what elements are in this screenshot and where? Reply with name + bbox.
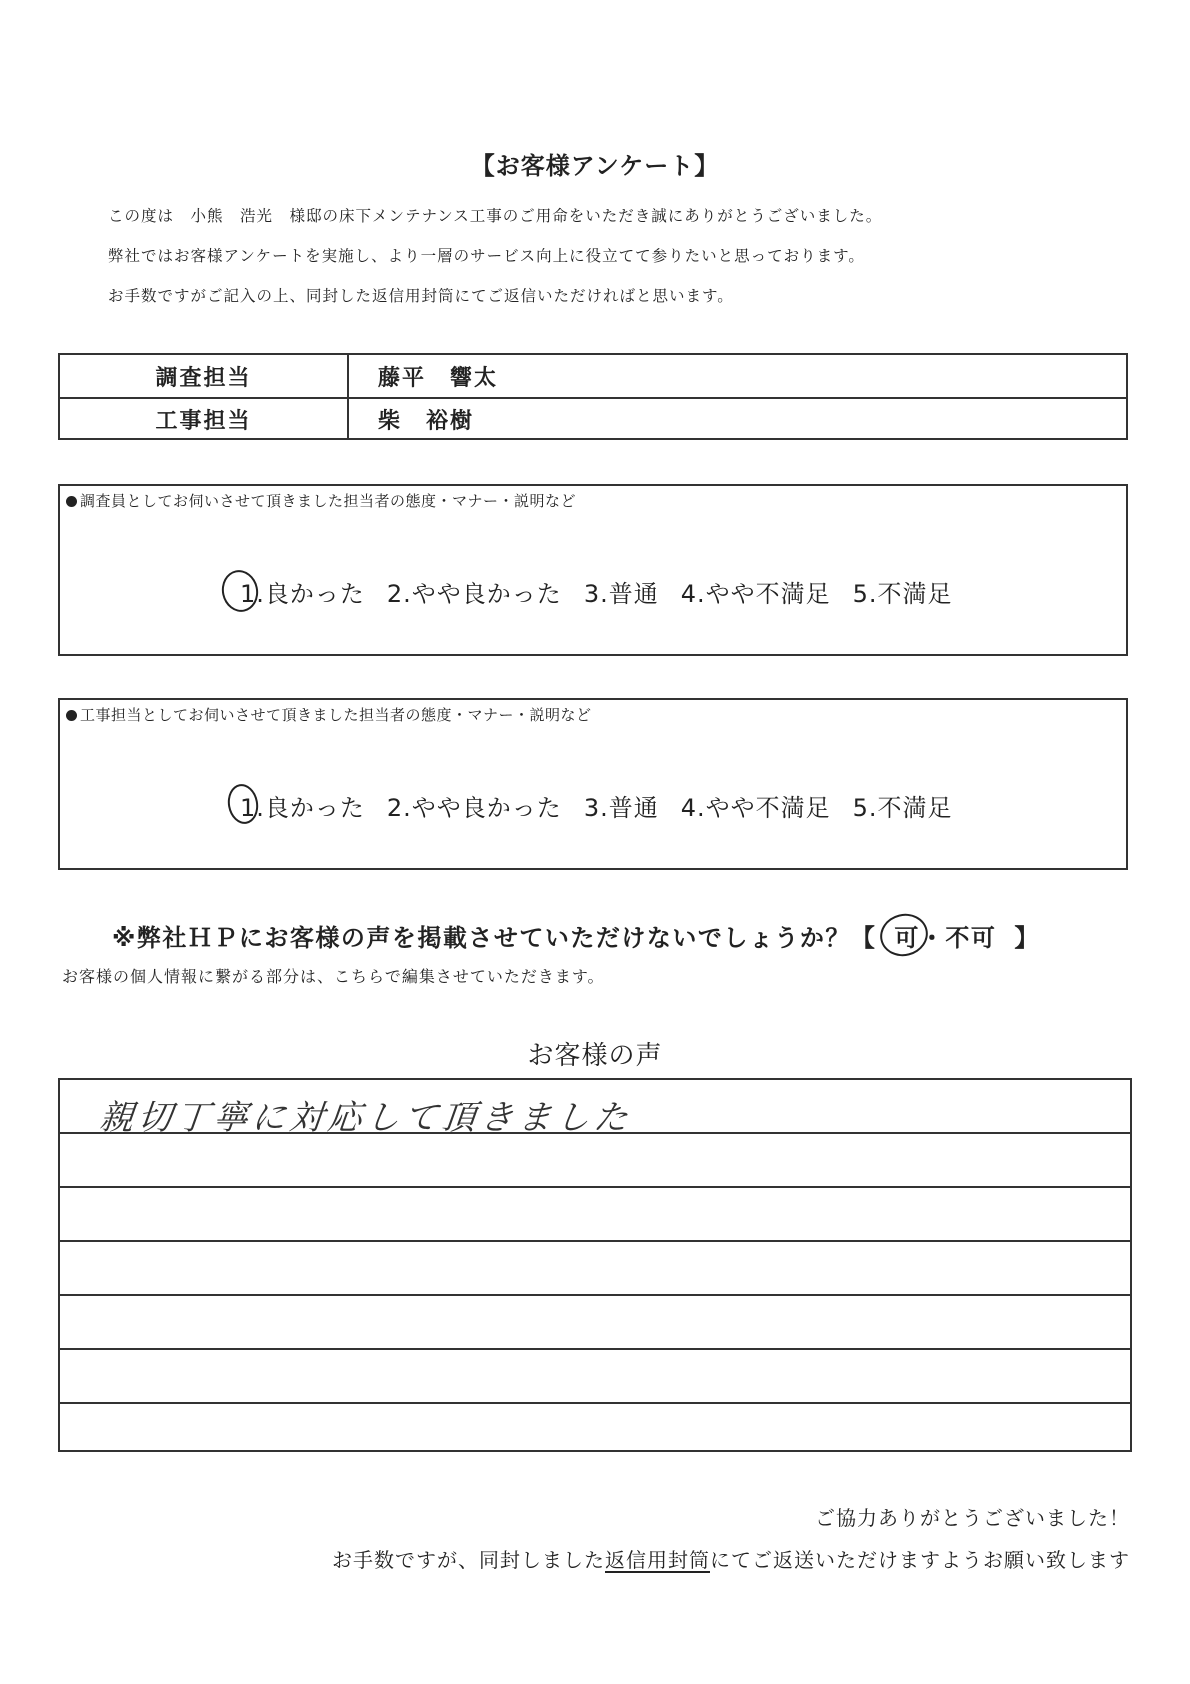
writing-line [60, 1402, 1130, 1404]
staff-table [58, 353, 1128, 440]
work-rating-options [240, 788, 953, 823]
intro-line-3: お手数ですがご記入の上、同封した返信用封筒にてご返信いただければと思います。 [108, 287, 734, 305]
survey-staff-rating-box [58, 484, 1128, 656]
closing-text-post: にてご返送いただけますようお願い致します [710, 1548, 1130, 1572]
writing-line [60, 1240, 1130, 1242]
handwritten-comment: 親切丁寧に対応して頂きました [97, 1098, 634, 1138]
hp-publish-question [112, 918, 1040, 953]
survey-staff-name: 藤平 響太 [378, 365, 499, 391]
writing-line [60, 1294, 1130, 1296]
customer-voice-title: お客様の声 [527, 1041, 663, 1071]
staff-row-work [60, 398, 1126, 440]
survey-option-4[interactable]: 4.やや不満足 [680, 580, 831, 608]
return-envelope-text: 返信用封筒 [605, 1548, 710, 1572]
hp-separator: ・ [919, 924, 946, 952]
work-staff-rating-box [58, 698, 1128, 870]
survey-option-1[interactable]: 1.良かった [240, 580, 365, 608]
work-option-3[interactable]: 3.普通 [583, 794, 659, 822]
survey-rating-options [240, 574, 953, 609]
survey-question-label [66, 490, 576, 511]
thanks-message: ご協力ありがとうございました！ [815, 1506, 1130, 1530]
writing-line [60, 1186, 1130, 1188]
customer-voice-box[interactable] [58, 1078, 1132, 1452]
survey-option-2[interactable]: 2.やや良かった [386, 580, 562, 608]
intro-line-1: この度は 小熊 浩光 様邸の床下メンテナンス工事のご用命をいただき誠にありがとうございました。 [108, 207, 883, 225]
survey-question-text: 調査員としてお伺いさせて頂きました担当者の態度・マナー・説明など [80, 492, 577, 510]
page-title: 【お客様アンケート】 [470, 152, 720, 180]
work-option-5[interactable]: 5.不満足 [852, 794, 953, 822]
survey-option-3[interactable]: 3.普通 [583, 580, 659, 608]
survey-option-5[interactable]: 5.不満足 [852, 580, 953, 608]
hp-option-no[interactable]: 不可 [945, 924, 997, 952]
bullet-icon [66, 710, 77, 721]
work-option-4[interactable]: 4.やや不満足 [680, 794, 831, 822]
staff-row-survey [60, 355, 1126, 399]
work-staff-label: 工事担当 [60, 398, 349, 440]
writing-line [60, 1132, 1130, 1134]
work-option-1[interactable]: 1.良かった [240, 794, 365, 822]
closing-message [332, 1544, 1130, 1573]
hp-option-yes[interactable]: 可 [894, 924, 920, 952]
work-question-text: 工事担当としてお伺いさせて頂きました担当者の態度・マナー・説明など [80, 706, 592, 724]
writing-line [60, 1348, 1130, 1350]
work-staff-name: 柴 裕樹 [378, 408, 475, 434]
closing-text-pre: お手数ですが、同封しました [332, 1548, 605, 1572]
work-question-label [66, 704, 592, 725]
work-option-2[interactable]: 2.やや良かった [386, 794, 562, 822]
survey-staff-label: 調査担当 [60, 355, 349, 397]
bullet-icon [66, 496, 77, 507]
hp-option-yes-wrap [894, 918, 920, 953]
hp-close-bracket: 】 [1014, 924, 1040, 952]
selected-circle-mark-icon [876, 909, 933, 961]
intro-line-2: 弊社ではお客様アンケートを実施し、より一層のサービス向上に役立てて参りたいと思っております。 [108, 247, 865, 265]
hp-question-text: ※弊社ＨＰにお客様の声を掲載させていただけないでしょうか？【 [112, 924, 877, 952]
hp-privacy-note: お客様の個人情報に繋がる部分は、こちらで編集させていただきます。 [62, 967, 605, 986]
